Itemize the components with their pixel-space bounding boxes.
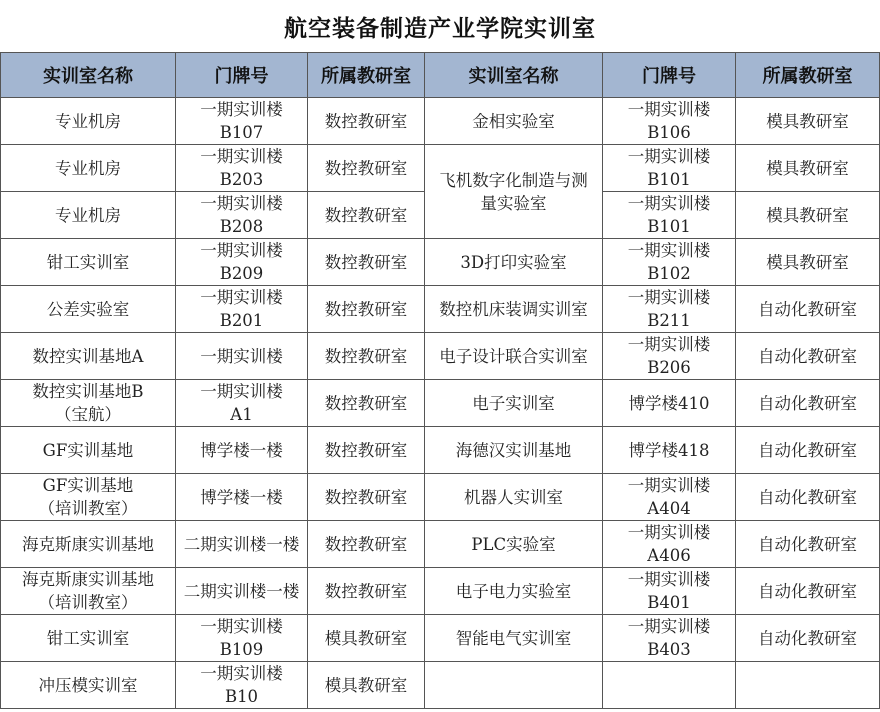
department-cell: 自动化教研室 — [736, 521, 880, 568]
department-cell: 数控教研室 — [308, 286, 425, 333]
room-number-cell: 一期实训楼 A404 — [603, 474, 736, 521]
room-number-cell: 博学楼418 — [603, 427, 736, 474]
header-room-number: 门牌号 — [603, 53, 736, 98]
lab-name-cell: 专业机房 — [1, 145, 176, 192]
table-row — [1, 568, 880, 615]
room-number-cell: 一期实训楼 B211 — [603, 286, 736, 333]
lab-name-cell: 海德汉实训基地 — [425, 427, 603, 474]
lab-name-cell: 公差实验室 — [1, 286, 176, 333]
table-row — [1, 145, 880, 192]
department-cell: 模具教研室 — [736, 239, 880, 286]
table-row — [1, 662, 880, 709]
table-row — [1, 333, 880, 380]
room-number-cell: 一期实训楼 B208 — [176, 192, 308, 239]
page-title: 航空装备制造产业学院实训室 — [284, 15, 596, 42]
lab-name-cell: 金相实验室 — [425, 98, 603, 145]
room-number-cell: 一期实训楼 B206 — [603, 333, 736, 380]
department-cell: 模具教研室 — [736, 145, 880, 192]
room-number-cell: 一期实训楼 B101 — [603, 192, 736, 239]
room-number-cell: 一期实训楼 A406 — [603, 521, 736, 568]
room-number-cell: 一期实训楼 B107 — [176, 98, 308, 145]
room-number-cell: 一期实训楼 — [176, 333, 308, 380]
department-cell: 数控教研室 — [308, 568, 425, 615]
table-row — [1, 615, 880, 662]
lab-name-cell: 冲压模实训室 — [1, 662, 176, 709]
lab-name-cell: 飞机数字化制造与测 量实验室 — [425, 145, 603, 239]
table-row — [1, 474, 880, 521]
lab-name-cell: 数控实训基地B （宝航） — [1, 380, 176, 427]
room-number-cell: 二期实训楼一楼 — [176, 568, 308, 615]
lab-name-cell: 电子设计联合实训室 — [425, 333, 603, 380]
lab-name-cell: GF实训基地 — [1, 427, 176, 474]
lab-name-cell: 电子实训室 — [425, 380, 603, 427]
room-number-cell: 一期实训楼 B106 — [603, 98, 736, 145]
department-cell: 数控教研室 — [308, 98, 425, 145]
department-cell: 自动化教研室 — [736, 427, 880, 474]
department-cell — [736, 662, 880, 709]
department-cell: 数控教研室 — [308, 380, 425, 427]
room-number-cell: 一期实训楼 B10 — [176, 662, 308, 709]
table-row — [1, 98, 880, 145]
room-number-cell: 一期实训楼 B201 — [176, 286, 308, 333]
room-number-cell: 博学楼一楼 — [176, 474, 308, 521]
room-number-cell: 一期实训楼 A1 — [176, 380, 308, 427]
department-cell: 数控教研室 — [308, 145, 425, 192]
department-cell: 模具教研室 — [308, 615, 425, 662]
department-cell: 数控教研室 — [308, 333, 425, 380]
table-row — [1, 427, 880, 474]
lab-name-cell: 海克斯康实训基地 （培训教室） — [1, 568, 176, 615]
department-cell: 数控教研室 — [308, 521, 425, 568]
department-cell: 数控教研室 — [308, 239, 425, 286]
lab-name-cell: 钳工实训室 — [1, 615, 176, 662]
header-department: 所属教研室 — [736, 53, 880, 98]
department-cell: 自动化教研室 — [736, 333, 880, 380]
department-cell: 自动化教研室 — [736, 568, 880, 615]
lab-name-cell: 电子电力实验室 — [425, 568, 603, 615]
room-number-cell: 博学楼一楼 — [176, 427, 308, 474]
room-number-cell — [603, 662, 736, 709]
department-cell: 数控教研室 — [308, 474, 425, 521]
header-lab-name: 实训室名称 — [1, 53, 176, 98]
lab-name-cell: 专业机房 — [1, 98, 176, 145]
department-cell: 数控教研室 — [308, 427, 425, 474]
department-cell: 自动化教研室 — [736, 286, 880, 333]
table-row — [1, 521, 880, 568]
lab-name-cell: GF实训基地 （培训教室） — [1, 474, 176, 521]
room-number-cell: 一期实训楼 B403 — [603, 615, 736, 662]
department-cell: 模具教研室 — [736, 98, 880, 145]
lab-name-cell: 专业机房 — [1, 192, 176, 239]
department-cell: 自动化教研室 — [736, 474, 880, 521]
lab-name-cell: 数控实训基地A — [1, 333, 176, 380]
department-cell: 自动化教研室 — [736, 615, 880, 662]
lab-name-cell: 机器人实训室 — [425, 474, 603, 521]
table-row — [1, 380, 880, 427]
lab-table — [0, 52, 880, 709]
room-number-cell: 二期实训楼一楼 — [176, 521, 308, 568]
room-number-cell: 一期实训楼 B101 — [603, 145, 736, 192]
header-room-number: 门牌号 — [176, 53, 308, 98]
room-number-cell: 一期实训楼 B109 — [176, 615, 308, 662]
room-number-cell: 一期实训楼 B203 — [176, 145, 308, 192]
lab-name-cell: 3D打印实验室 — [425, 239, 603, 286]
lab-name-cell: 智能电气实训室 — [425, 615, 603, 662]
department-cell: 模具教研室 — [308, 662, 425, 709]
lab-name-cell: 钳工实训室 — [1, 239, 176, 286]
department-cell: 模具教研室 — [736, 192, 880, 239]
department-cell: 数控教研室 — [308, 192, 425, 239]
header-lab-name: 实训室名称 — [425, 53, 603, 98]
department-cell: 自动化教研室 — [736, 380, 880, 427]
header-department: 所属教研室 — [308, 53, 425, 98]
lab-name-cell — [425, 662, 603, 709]
room-number-cell: 一期实训楼 B401 — [603, 568, 736, 615]
lab-name-cell: 海克斯康实训基地 — [1, 521, 176, 568]
table-row — [1, 286, 880, 333]
room-number-cell: 一期实训楼 B102 — [603, 239, 736, 286]
table-row — [1, 239, 880, 286]
room-number-cell: 博学楼410 — [603, 380, 736, 427]
header-row — [1, 53, 880, 98]
lab-name-cell: PLC实验室 — [425, 521, 603, 568]
lab-name-cell: 数控机床装调实训室 — [425, 286, 603, 333]
room-number-cell: 一期实训楼 B209 — [176, 239, 308, 286]
